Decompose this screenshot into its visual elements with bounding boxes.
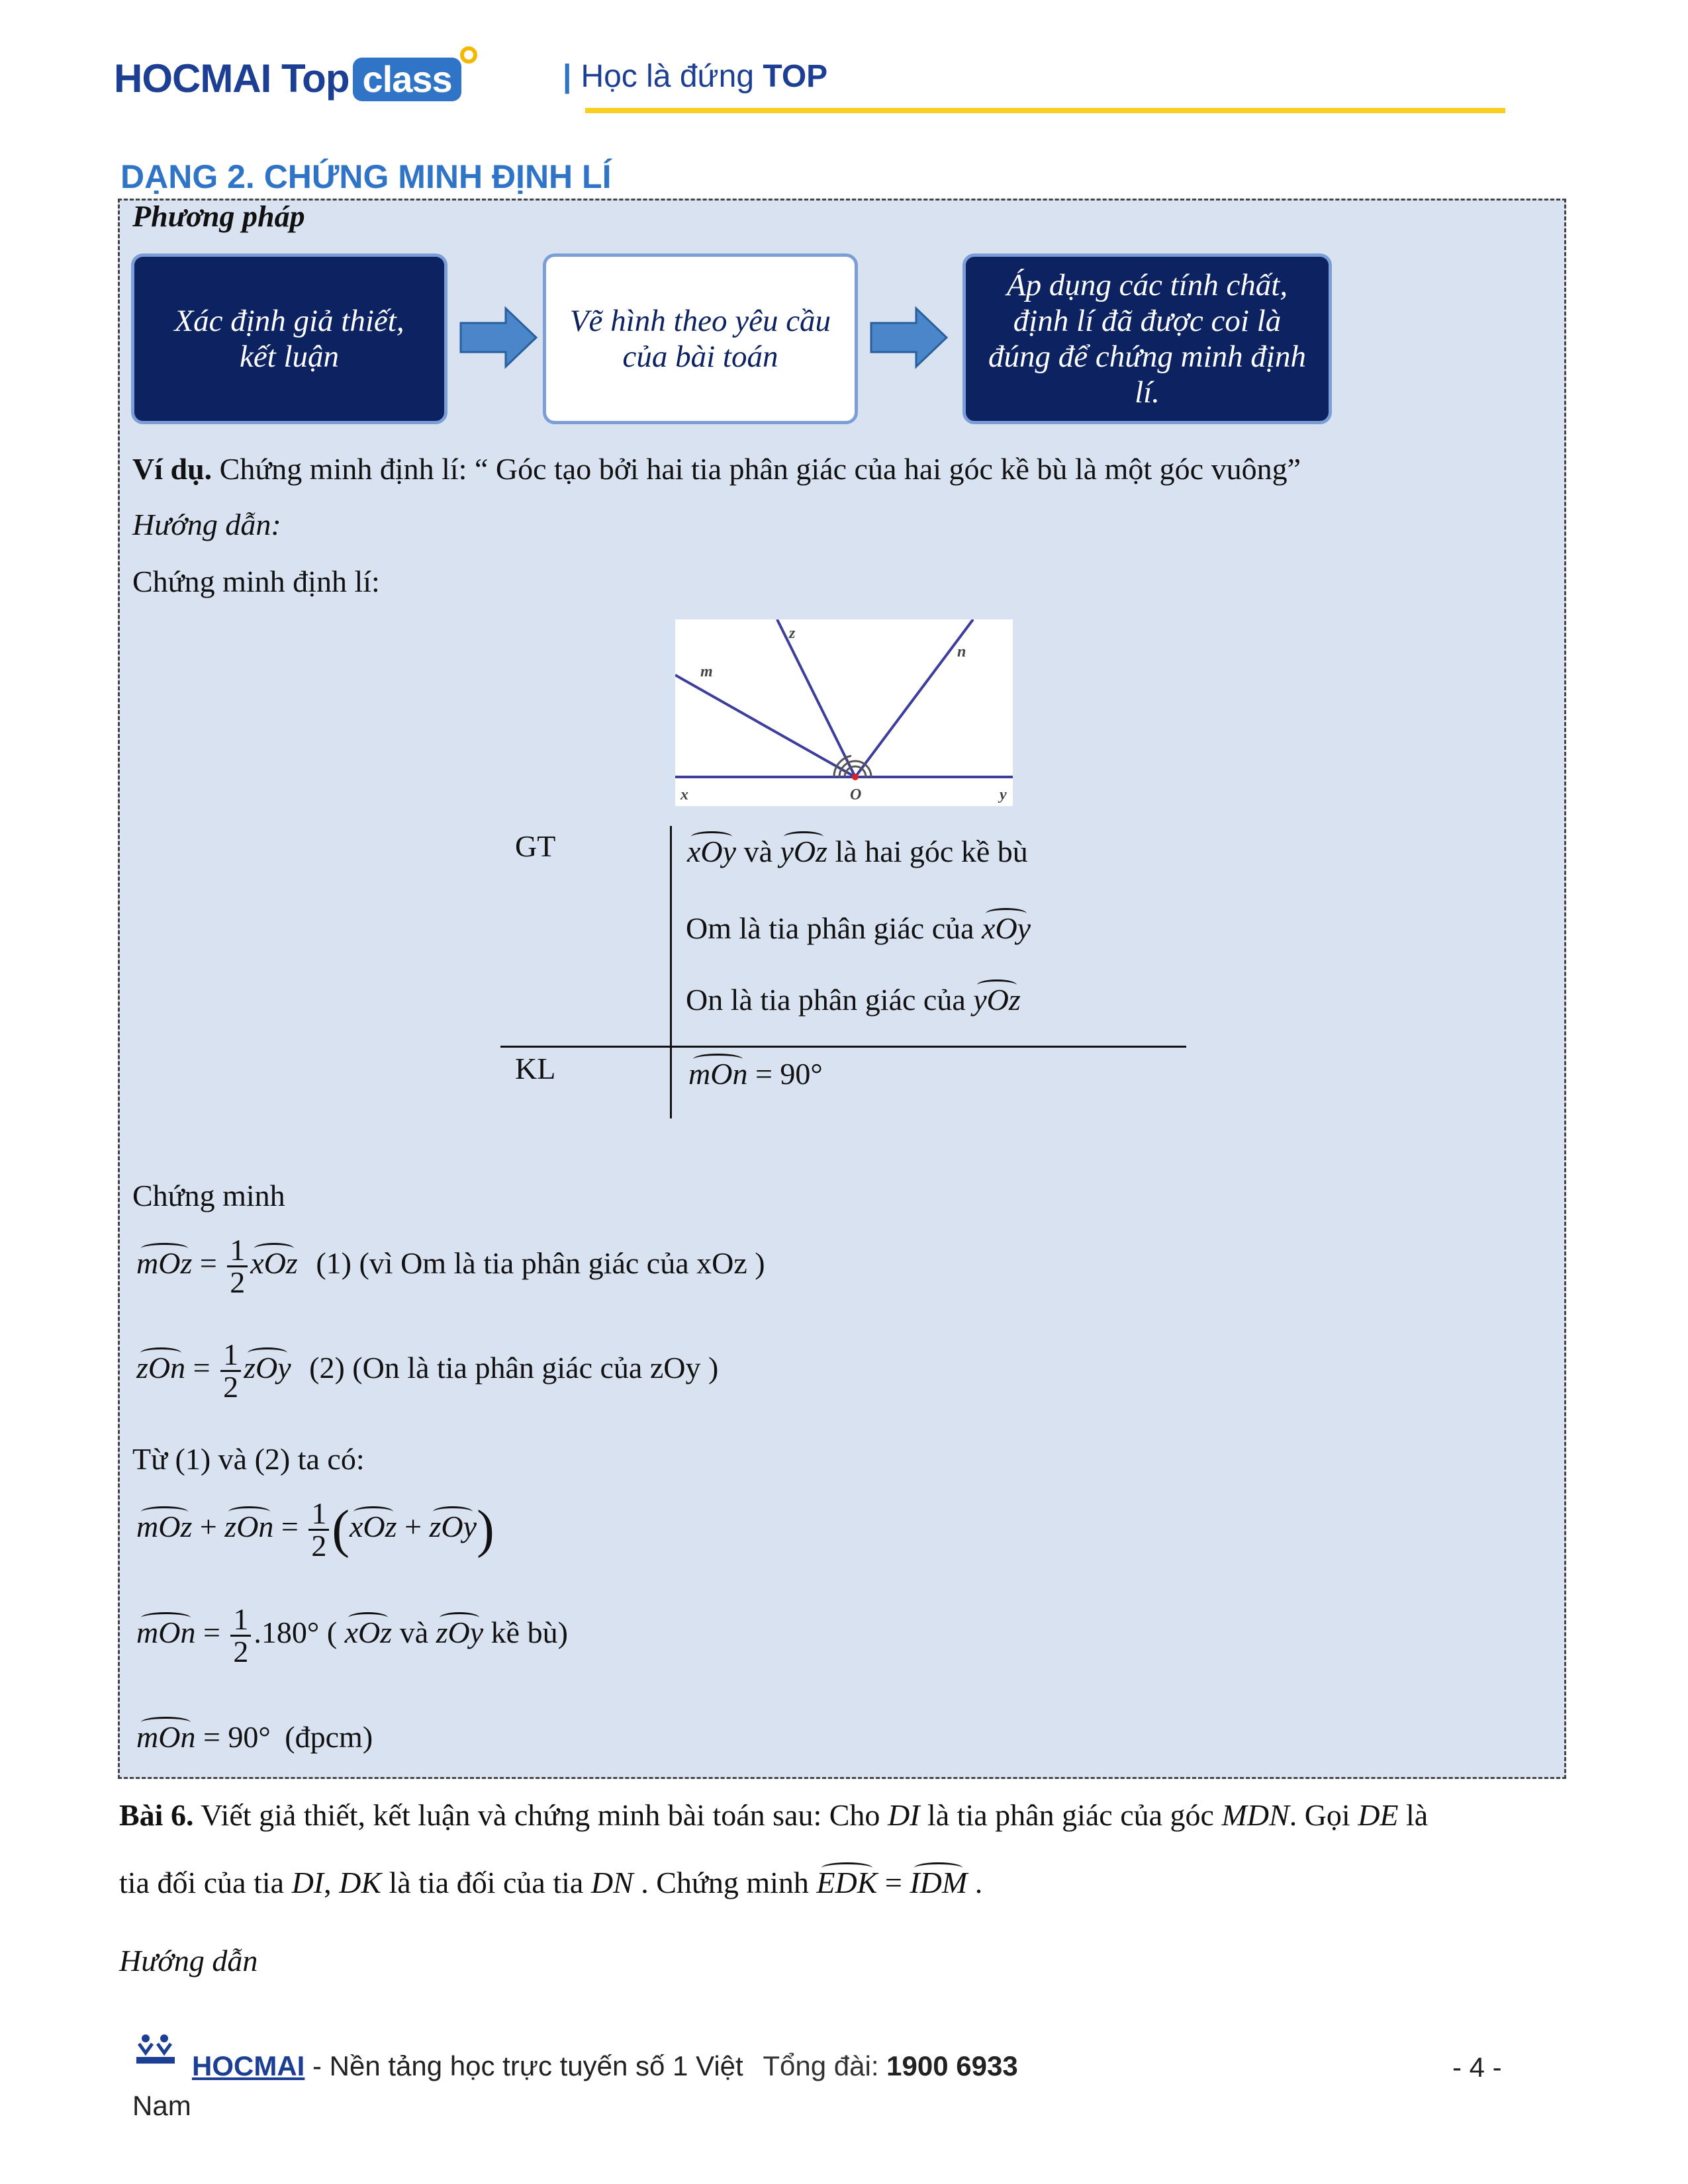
gt-label: GT	[515, 829, 556, 863]
angle-mon: mOn	[136, 1715, 195, 1754]
angle-xoy: xOy	[982, 907, 1031, 946]
angle-idm: IDM	[910, 1861, 967, 1900]
prove-intro: Chứng minh định lí:	[132, 565, 380, 598]
tagline-top: TOP	[763, 59, 828, 94]
label-m: m	[700, 663, 713, 680]
comma: ,	[324, 1866, 332, 1899]
eq: =	[281, 1510, 299, 1544]
den: 2	[223, 1370, 239, 1404]
note: (2) (On là tia phân giác của zOy )	[309, 1351, 719, 1385]
qed: (đpcm)	[285, 1720, 373, 1754]
flow-step-2: Vẽ hình theo yêu cầu của bài toán	[543, 253, 858, 424]
angle-xoz: xOz	[345, 1611, 393, 1650]
angle-xoz: xOz	[250, 1242, 298, 1281]
hotline-number: 1900 6933	[886, 2050, 1018, 2081]
angle-zon: zOn	[224, 1505, 273, 1544]
ray-di: DI	[291, 1866, 324, 1899]
proof-line-2	[136, 1340, 718, 1402]
arrow-right-icon	[868, 306, 949, 369]
exercise-line-1	[119, 1797, 1428, 1833]
t2: là tia phân giác của góc	[927, 1798, 1214, 1832]
hocmai-topclass-logo	[114, 56, 461, 101]
angle-mdn: MDN	[1221, 1798, 1289, 1832]
ray-de: DE	[1358, 1798, 1399, 1832]
hocmai-icon	[132, 2033, 179, 2066]
fraction-half	[308, 1498, 329, 1561]
den: 2	[311, 1529, 327, 1563]
eq: =	[193, 1351, 211, 1385]
proof-line-1	[136, 1235, 765, 1298]
kl-value: = 90°	[755, 1057, 823, 1091]
proof-line-3: Từ (1) và (2) ta có:	[132, 1442, 365, 1476]
num: 1	[227, 1235, 248, 1267]
proof-line-4	[136, 1498, 494, 1561]
proof-title: Chứng minh	[132, 1179, 285, 1212]
label-n: n	[957, 643, 966, 660]
example-line	[132, 451, 1301, 486]
proof-line-6	[136, 1715, 373, 1754]
paren-open: (	[326, 1615, 338, 1650]
den: 2	[230, 1265, 246, 1299]
example-label: Ví dụ.	[132, 452, 212, 486]
note-end: kề bù)	[491, 1615, 568, 1650]
and: và	[399, 1615, 429, 1650]
gt1-and: và	[743, 835, 773, 868]
arrow-right-icon	[458, 306, 539, 369]
dot: .	[974, 1866, 983, 1899]
table-vertical-line	[670, 826, 672, 1118]
angle-yoz: yOz	[973, 978, 1021, 1017]
plus: +	[199, 1510, 217, 1544]
gt3-text: On là tia phân giác của	[686, 983, 966, 1017]
logo-text: HOCMAI Top	[114, 56, 350, 101]
angle-zoy: zOy	[430, 1505, 477, 1544]
eq: =	[884, 1866, 902, 1899]
t5: tia đối của tia	[119, 1866, 285, 1899]
angle-edk: EDK	[816, 1861, 877, 1900]
plus: +	[404, 1510, 422, 1544]
num: 1	[308, 1498, 329, 1531]
fraction-half	[227, 1235, 248, 1298]
eq: =	[199, 1246, 217, 1281]
method-heading: Phương pháp	[132, 199, 305, 233]
angle-zoy: zOy	[244, 1346, 291, 1385]
label-x: x	[680, 786, 688, 803]
fraction-half	[220, 1340, 241, 1402]
exercise-guide: Hướng dẫn	[119, 1944, 258, 1978]
angle-xoz: xOz	[350, 1505, 397, 1544]
hotline-label: Tổng đài:	[763, 2050, 879, 2081]
eq: =	[203, 1615, 220, 1650]
ray-dk: DK	[339, 1866, 382, 1899]
angle-yoz: yOz	[780, 830, 827, 869]
num: 1	[220, 1340, 241, 1372]
t7: . Chứng minh	[641, 1866, 809, 1899]
angle-zoy: zOy	[436, 1611, 484, 1650]
table-horizontal-line	[500, 1046, 1186, 1048]
footer-line	[192, 2050, 1018, 2082]
ray-dn: DN	[590, 1866, 633, 1899]
t4: là	[1406, 1798, 1429, 1832]
exercise-label: Bài 6.	[119, 1798, 194, 1832]
tagline-prefix: Học là đứng	[581, 59, 755, 94]
kl-label: KL	[515, 1052, 556, 1085]
example-guide: Hướng dẫn:	[132, 508, 281, 541]
proof-line-5	[136, 1604, 568, 1667]
angle-moz: mOz	[136, 1505, 192, 1544]
value-180: .180°	[254, 1615, 320, 1650]
footer-brand[interactable]: HOCMAI	[192, 2050, 305, 2081]
angle-figure	[675, 619, 1013, 806]
t1: Viết giả thiết, kết luận và chứng minh bài toán sau: Cho	[201, 1798, 880, 1832]
note: (1) (vì Om là tia phân giác của xOz )	[316, 1246, 765, 1281]
gt-line-1	[687, 830, 1028, 869]
angle-xoy: xOy	[687, 830, 736, 869]
value-90: = 90°	[203, 1720, 271, 1754]
angle-moz: mOz	[136, 1242, 192, 1281]
fraction-half	[230, 1604, 251, 1667]
ray-di: DI	[887, 1798, 920, 1832]
den: 2	[233, 1635, 249, 1668]
footer-text: - Nền tảng học trực tuyến số 1 Việt	[305, 2050, 743, 2081]
label-o: O	[850, 786, 862, 803]
gt-line-2	[686, 907, 1031, 946]
angle-mon: mOn	[688, 1052, 747, 1091]
t3: . Gọi	[1289, 1798, 1350, 1832]
angle-mon: mOn	[136, 1611, 195, 1650]
page-number: - 4 -	[1452, 2052, 1502, 2083]
logo-class-badge: class	[353, 58, 461, 101]
flow-step-1: Xác định giả thiết, kết luận	[131, 253, 447, 424]
t6: là tia đối của tia	[389, 1866, 584, 1899]
exercise-line-2	[119, 1861, 982, 1900]
header-divider	[585, 108, 1505, 113]
gt1-end: là hai góc kề bù	[835, 835, 1028, 868]
num: 1	[230, 1604, 251, 1637]
gt-line-3	[686, 978, 1021, 1017]
tagline-bar: |	[563, 59, 572, 94]
section-title: DẠNG 2. CHỨNG MINH ĐỊNH LÍ	[120, 158, 612, 195]
angle-zon: zOn	[136, 1346, 185, 1385]
sun-icon	[460, 46, 477, 64]
example-statement: Chứng minh định lí: “ Góc tạo bởi hai tia phân giác của hai góc kề bù là một góc vuông”	[219, 452, 1301, 486]
kl-line	[688, 1052, 823, 1091]
paren-open: (	[332, 1500, 350, 1559]
label-z: z	[789, 625, 796, 642]
gt2-text: Om là tia phân giác của	[686, 911, 974, 945]
label-y: y	[1000, 786, 1007, 803]
header-tagline	[563, 58, 827, 95]
paren-close: )	[477, 1500, 494, 1559]
flow-step-3: Áp dụng các tính chất, định lí đã được coi là đúng để chứng minh định lí.	[962, 253, 1332, 424]
footer-continuation: Nam	[132, 2090, 191, 2121]
